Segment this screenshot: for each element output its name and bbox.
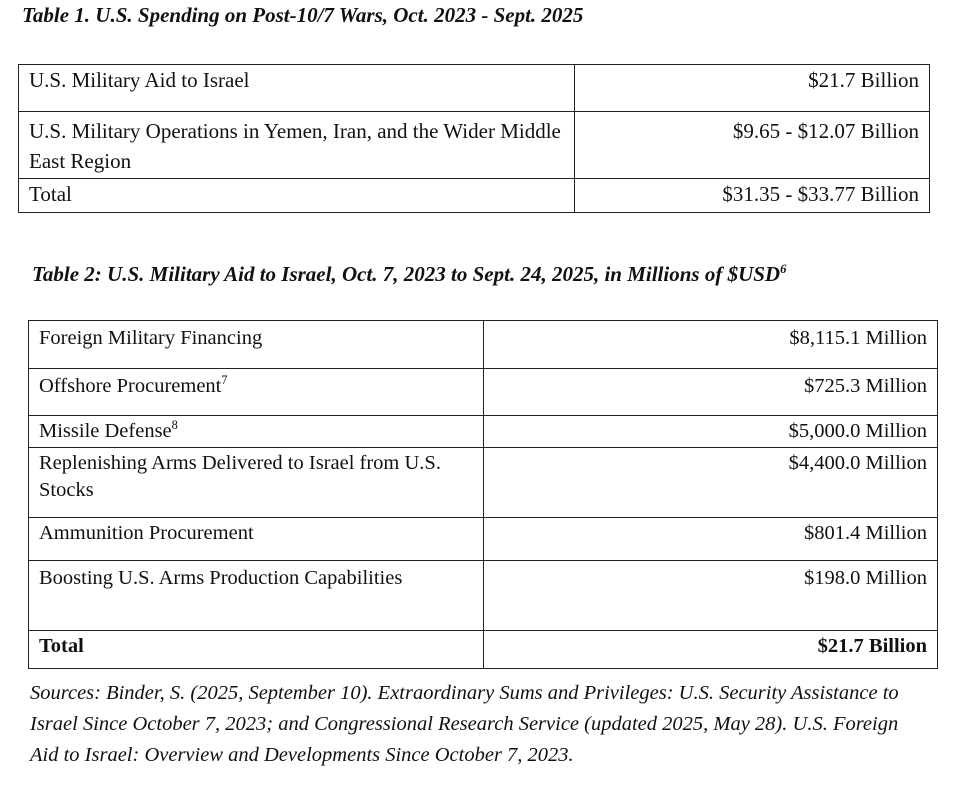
footnote-marker: 6 [780,262,787,276]
row-label-text: Offshore Procurement [39,375,222,397]
footnote-marker: 7 [221,373,228,388]
table-row [29,631,938,669]
row-label-text: Boosting U.S. Arms Production Capabilities [39,567,403,589]
table2 [28,320,938,669]
table-row [29,561,938,631]
table1-row-label: U.S. Military Aid to Israel [19,65,575,112]
table-row [29,369,938,416]
table2-row-label [29,561,484,631]
table1-total-label: Total [19,179,575,213]
table-row [29,321,938,369]
table2-title-text: Table 2: U.S. Military Aid to Israel, Oct. 7, 2023 to Sept. 24, 2025, in Millions of $USD [32,262,781,286]
table2-row-label [29,369,484,416]
table2-row-label [29,448,484,518]
table2-row-label [29,416,484,448]
table2-row-label [29,321,484,369]
table2-row-value: $8,115.1 Million [484,321,938,369]
row-label-text: Foreign Military Financing [39,327,263,349]
table1-row-label: U.S. Military Operations in Yemen, Iran, and the Wider Middle East Region [19,112,575,179]
table2-row-value: $725.3 Million [484,369,938,416]
sources-note: Sources: Binder, S. (2025, September 10). Extraordinary Sums and Privileges: U.S. Security Assistance to Israel Since October 7, 2023; and Congressional Research Service (updated 2025, May 28). U.S. Foreign Aid to Israel: Overview and Developments Since October 7, 2023. [30,682,899,766]
row-label-text: Replenishing Arms Delivered to Israel from U.S. Stocks [39,452,441,501]
table1-total-value: $31.35 - $33.77 Billion [575,179,930,213]
table2-title [32,262,786,287]
table1 [18,64,930,213]
table2-total-label: Total [29,631,484,669]
table1-row-value: $9.65 - $12.07 Billion [575,112,930,179]
table2-row-value: $4,400.0 Million [484,448,938,518]
row-label-text: Ammunition Procurement [39,522,254,544]
table1-title: Table 1. U.S. Spending on Post-10/7 Wars, Oct. 2023 - Sept. 2025 [22,3,584,27]
row-label-text: Missile Defense [39,420,172,442]
table2-total-value: $21.7 Billion [484,631,938,669]
table2-row-label [29,518,484,561]
table-row [19,65,930,112]
table2-row-value: $198.0 Million [484,561,938,631]
table-row [29,416,938,448]
table2-row-value: $5,000.0 Million [484,416,938,448]
table-row [19,179,930,213]
table1-row-value: $21.7 Billion [575,65,930,112]
table2-row-value: $801.4 Million [484,518,938,561]
table-row [29,448,938,518]
table-row [19,112,930,179]
footnote-marker: 8 [171,418,178,433]
table-row [29,518,938,561]
